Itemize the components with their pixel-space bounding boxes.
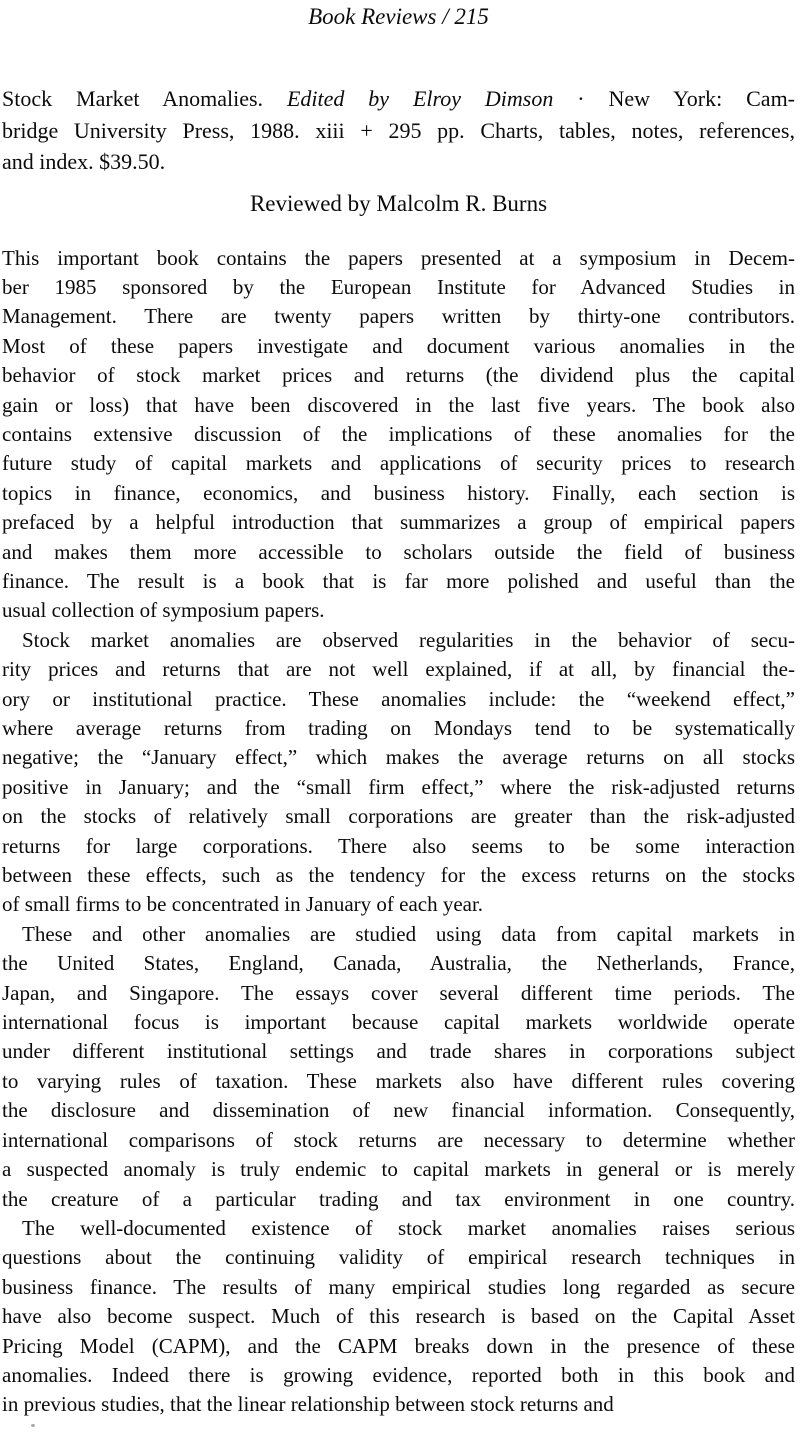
body-line: negative; the “January effect,” which makes the average returns on all stocks [2, 745, 795, 770]
reviewer-byline: Reviewed by Malcolm R. Burns [249, 190, 548, 216]
body-line: the United States, England, Canada, Australia, the Netherlands, France, [2, 951, 795, 976]
review-body [2, 244, 795, 1420]
body-line: finance. The result is a book that is far more polished and useful than the [2, 568, 795, 593]
body-line: Most of these papers investigate and document various anomalies in the [2, 333, 795, 358]
body-line: under different institutional settings and trade shares in corporations subject [2, 1039, 795, 1064]
body-line: returns for large corporations. There also seems to be some interaction [2, 833, 795, 858]
body-line: a suspected anomaly is truly endemic to capital markets in general or is merely [2, 1157, 795, 1182]
body-line: between these effects, such as the tendency for the excess returns on the stocks [2, 863, 795, 888]
body-line: gain or loss) that have been discovered in the last five years. The book also [2, 392, 795, 417]
body-line: business finance. The results of many empirical studies long regarded as secure [2, 1274, 795, 1299]
body-line: Management. There are twenty papers written by thirty-one contributors. [2, 304, 795, 329]
body-line: of small firms to be concentrated in January of each year. [2, 892, 484, 917]
body-line: This important book contains the papers presented at a symposium in Decem- [2, 245, 795, 270]
body-line: The well-documented existence of stock market anomalies raises serious [22, 1215, 795, 1240]
book-editor: Edited by Elroy Dimson [286, 86, 554, 111]
body-line: These and other anomalies are studied using data from capital markets in [22, 921, 795, 946]
body-line: and makes them more accessible to scholars outside the field of business [2, 539, 795, 564]
body-line: rity prices and returns that are not well explained, if at all, by financial the- [2, 657, 795, 682]
running-head-text: Book Reviews / 215 [308, 4, 489, 29]
citation-line-1 [2, 83, 795, 115]
body-line: the creature of a particular trading and tax environment in one country. [2, 1186, 795, 1211]
book-title: Stock Market Anomalies. [2, 86, 287, 111]
citation-publisher: · New York: Cam- [553, 86, 796, 111]
body-line: on the stocks of relatively small corporations are greater than the risk-adjusted [2, 804, 795, 829]
citation-line-3: and index. $39.50. [2, 149, 166, 174]
body-line: topics in finance, economics, and business history. Finally, each section is [2, 480, 795, 505]
body-line: have also become suspect. Much of this research is based on the Capital Asset [2, 1304, 795, 1329]
body-line: usual collection of symposium papers. [2, 598, 325, 623]
body-line: ory or institutional practice. These anomalies include: the “weekend effect,” [2, 686, 795, 711]
body-line: behavior of stock market prices and returns (the dividend plus the capital [2, 363, 795, 388]
body-line: the disclosure and dissemination of new financial information. Consequently, [2, 1098, 795, 1123]
body-line: Pricing Model (CAPM), and the CAPM breaks down in the presence of these [2, 1333, 795, 1358]
running-head [2, 0, 795, 32]
body-line: contains extensive discussion of the implications of these anomalies for the [2, 421, 795, 446]
body-line: where average returns from trading on Mondays tend to be systematically [2, 716, 795, 740]
body-line: Japan, and Singapore. The essays cover several different time periods. The [2, 980, 795, 1005]
body-line: future study of capital markets and applications of security prices to research [2, 451, 795, 476]
scan-speck [31, 1424, 35, 1427]
body-line: to varying rules of taxation. These markets also have different rules covering [2, 1068, 795, 1093]
body-line: Stock market anomalies are observed regularities in the behavior of secu- [22, 627, 795, 652]
body-line: anomalies. Indeed there is growing evidence, reported both in this book and [2, 1362, 795, 1387]
citation-line-2: bridge University Press, 1988. xiii + 295 pp. Charts, tables, notes, references, [2, 117, 795, 143]
body-line: positive in January; and the “small firm effect,” where the risk-adjusted returns [2, 774, 795, 799]
body-line: ber 1985 sponsored by the European Institute for Advanced Studies in [2, 274, 795, 299]
citation-block [2, 83, 795, 178]
body-line: prefaced by a helpful introduction that summarizes a group of empirical papers [2, 510, 795, 535]
body-line: in previous studies, that the linear relationship between stock returns and [2, 1392, 614, 1417]
body-line: international focus is important because capital markets worldwide operate [2, 1010, 795, 1035]
body-line: questions about the continuing validity of empirical research techniques in [2, 1245, 795, 1270]
body-line: international comparisons of stock returns are necessary to determine whether [2, 1127, 795, 1152]
